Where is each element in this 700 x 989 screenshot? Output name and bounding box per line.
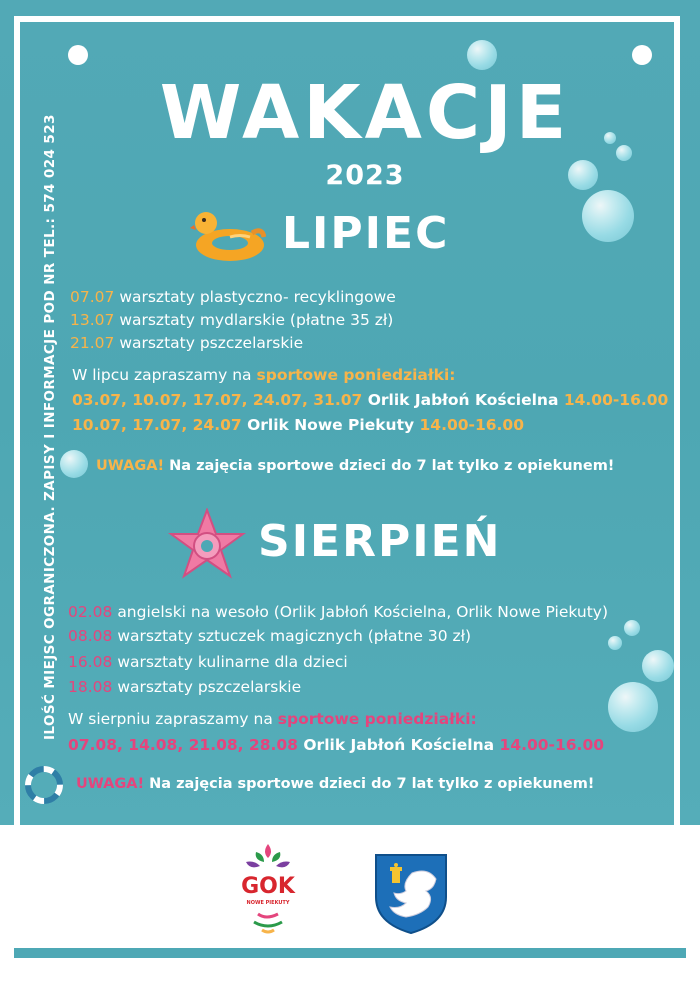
footer-strip (14, 948, 686, 958)
bubble-icon (467, 40, 497, 70)
poster-title: WAKACJE (159, 70, 571, 156)
july-invite-highlight: sportowe poniedziałki: (256, 366, 456, 384)
corner-dot-icon (68, 45, 88, 65)
july-item-2-date: 13.07 (70, 311, 115, 329)
july-invite (72, 366, 455, 384)
august-item-4-date: 18.08 (68, 678, 113, 696)
july-item-3-date: 21.07 (70, 334, 115, 352)
coat-of-arms-icon (374, 853, 448, 935)
starfish-float-icon (168, 508, 246, 580)
july-item-2-text: warsztaty mydlarskie (płatne 35 zł) (119, 311, 394, 329)
august-item-2 (68, 627, 471, 645)
july-item-1-text: warsztaty plastyczno- recyklingowe (119, 288, 396, 306)
july-sport1-time: 14.00-16.00 (563, 391, 669, 409)
july-warning (96, 458, 614, 474)
august-warning-text: Na zajęcia sportowe dzieci do 7 lat tylko z opiekunem! (149, 776, 595, 792)
august-item-3-text: warsztaty kulinarne dla dzieci (117, 653, 348, 671)
corner-dot-icon (632, 45, 652, 65)
august-sport-place: Orlik Jabłoń Kościelna (303, 736, 495, 754)
july-item-3 (70, 334, 303, 352)
august-item-3 (68, 653, 348, 671)
august-sport-time: 14.00-16.00 (499, 736, 605, 754)
bubble-icon (582, 190, 634, 242)
bubble-icon (642, 650, 674, 682)
august-item-2-text: warsztaty sztuczek magicznych (płatne 30 zł) (117, 627, 472, 645)
august-warning (76, 776, 594, 792)
bubble-icon (60, 450, 88, 478)
august-invite (68, 710, 477, 728)
july-item-2 (70, 311, 393, 329)
july-sport2-place: Orlik Nowe Piekuty (247, 416, 415, 434)
july-warning-text: Na zajęcia sportowe dzieci do 7 lat tylko z opiekunem! (169, 458, 615, 474)
july-sport-line-2 (72, 416, 524, 434)
poster-year: 2023 (325, 160, 405, 191)
july-item-3-text: warsztaty pszczelarskie (119, 334, 304, 352)
august-heading: SIERPIEŃ (258, 516, 502, 567)
august-invite-prefix: W sierpniu zapraszamy na (68, 710, 273, 728)
duck-float-icon (190, 205, 266, 265)
july-sport1-dates: 03.07, 10.07, 17.07, 24.07, 31.07 (72, 391, 363, 409)
august-item-4-text: warsztaty pszczelarskie (117, 678, 302, 696)
july-sport-line-1 (72, 391, 668, 409)
august-item-1 (68, 603, 608, 621)
august-item-1-date: 02.08 (68, 603, 113, 621)
gok-logo-text: GOK (241, 874, 295, 899)
august-warning-label: UWAGA! (76, 776, 145, 792)
july-item-1 (70, 288, 396, 306)
contact-side-text: ILOŚĆ MIEJSC OGRANICZONA. ZAPISY I INFORMACJE POD NR TEL.: 574 024 523 (42, 114, 58, 741)
bubble-icon (624, 620, 640, 636)
august-sport-dates: 07.08, 14.08, 21.08, 28.08 (68, 736, 298, 754)
august-item-1-text: angielski na wesoło (Orlik Jabłoń Kościelna, Orlik Nowe Piekuty) (117, 603, 608, 621)
august-item-4 (68, 678, 301, 696)
july-sport2-dates: 10.07, 17.07, 24.07 (72, 416, 242, 434)
bubble-icon (608, 636, 622, 650)
bubble-icon (608, 682, 658, 732)
july-invite-prefix: W lipcu zapraszamy na (72, 366, 252, 384)
life-ring-icon (24, 765, 64, 805)
poster-frame (14, 16, 680, 958)
july-heading: LIPIEC (282, 208, 450, 259)
july-item-1-date: 07.07 (70, 288, 115, 306)
gok-logo (236, 842, 300, 938)
august-sport-line (68, 736, 604, 754)
gok-logo-sub: NOWE PIEKUTY (246, 900, 290, 906)
august-item-2-date: 08.08 (68, 627, 113, 645)
august-invite-highlight: sportowe poniedziałki: (277, 710, 477, 728)
july-sport2-time: 14.00-16.00 (419, 416, 525, 434)
august-item-3-date: 16.08 (68, 653, 113, 671)
july-sport1-place: Orlik Jabłoń Kościelna (367, 391, 559, 409)
july-warning-label: UWAGA! (96, 458, 165, 474)
